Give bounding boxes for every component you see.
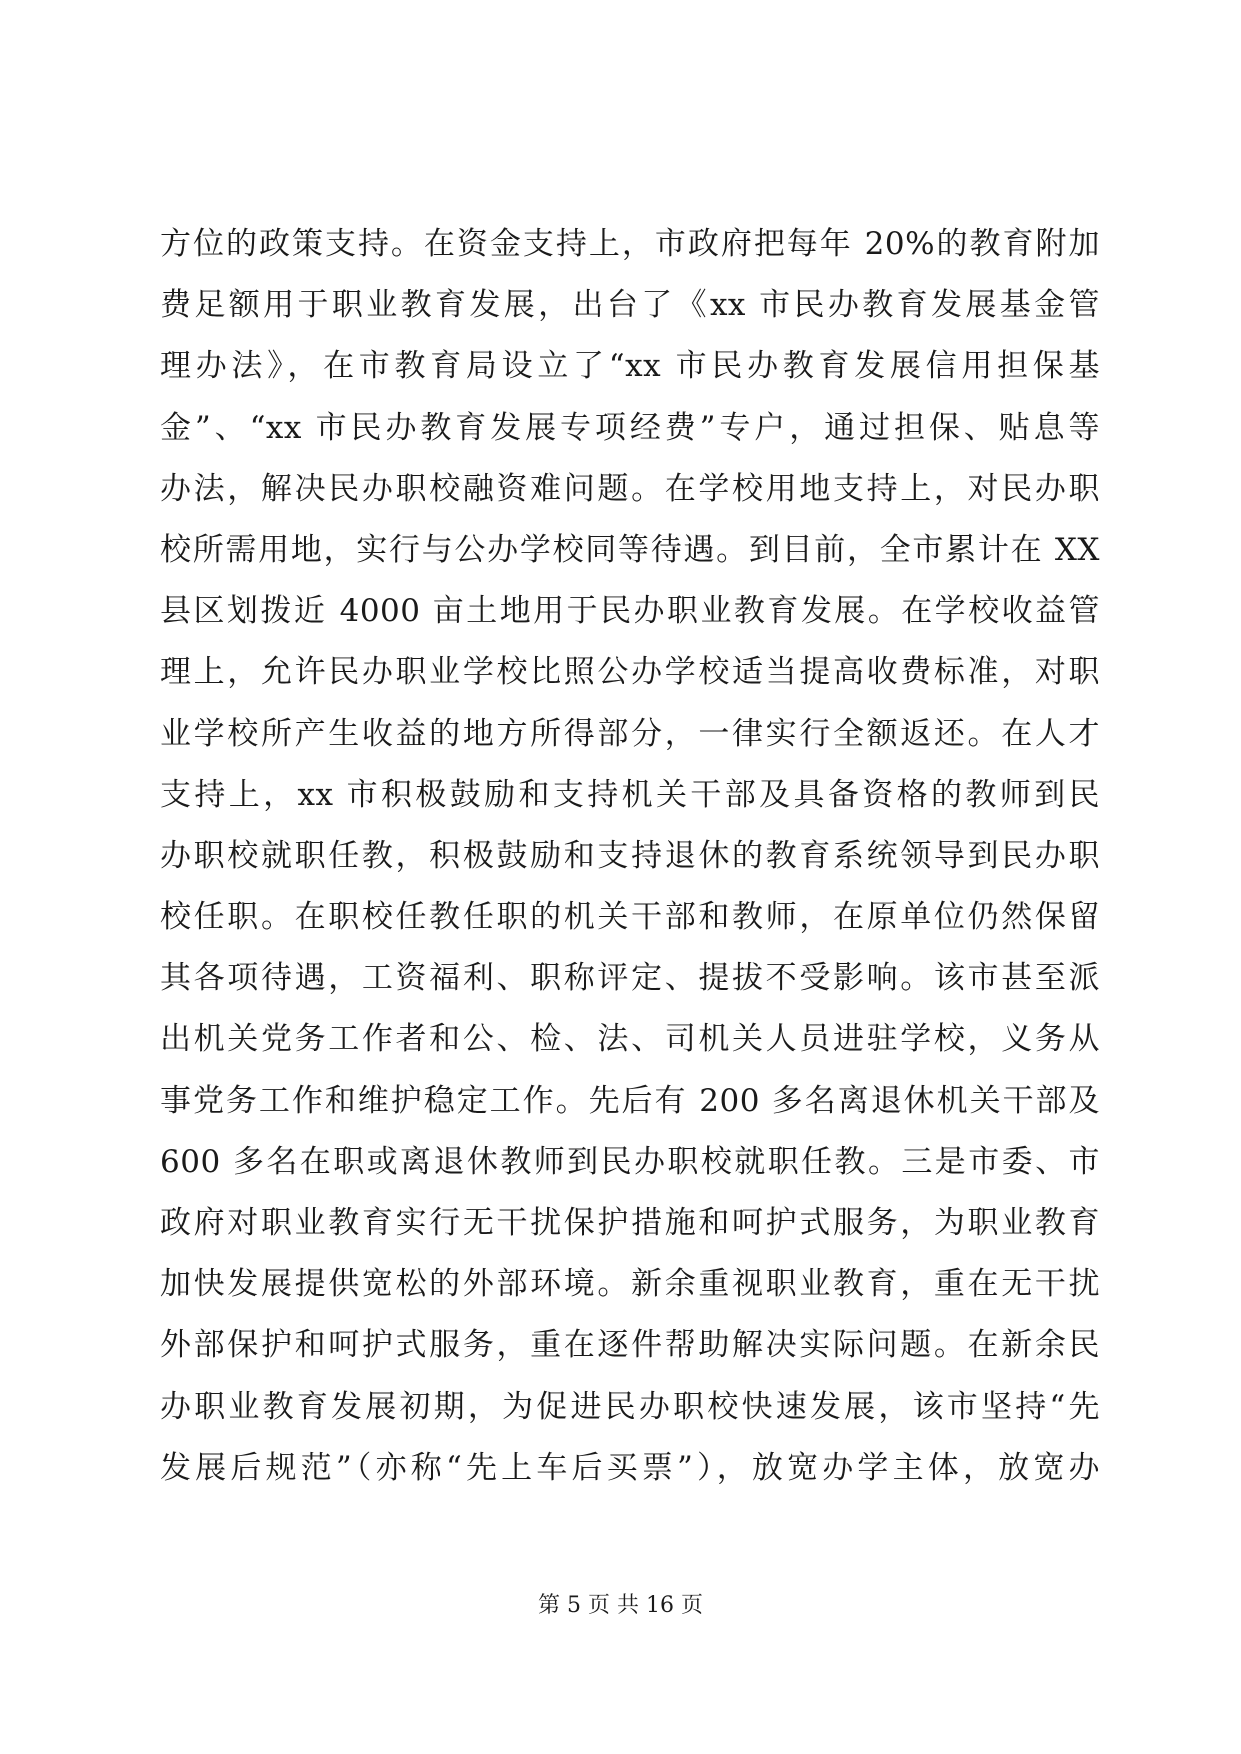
text-line: 办法，解决民办职校融资难问题。在学校用地支持上，对民办职: [160, 470, 1100, 507]
text-line: 政府对职业教育实行无干扰保护措施和呵护式服务，为职业教育: [160, 1205, 1100, 1241]
text-line: 发展后规范”（亦称“先上车后买票”），放宽办学主体，放宽办: [160, 1449, 1100, 1486]
text-line: 事党务工作和维护稳定工作。先后有 200 多名离退休机关干部及: [160, 1082, 1100, 1119]
body-text: [160, 214, 1100, 1499]
text-line: 加快发展提供宽松的外部环境。新余重视职业教育，重在无干扰: [160, 1266, 1100, 1303]
text-line: 理上，允许民办职业学校比照公办学校适当提高收费标准，对职: [160, 654, 1100, 691]
text-line: 支持上，xx 市积极鼓励和支持机关干部及具备资格的教师到民: [160, 776, 1100, 813]
text-line: 办职校就职任教，积极鼓励和支持退休的教育系统领导到民办职: [160, 837, 1100, 874]
text-line: 校所需用地，实行与公办学校同等待遇。到目前，全市累计在 XX: [160, 531, 1100, 568]
text-line: 理办法》，在市教育局设立了“xx 市民办教育发展信用担保基: [160, 348, 1100, 385]
text-line: 方位的政策支持。在资金支持上，市政府把每年 20%的教育附加: [160, 226, 1100, 262]
text-line: 费足额用于职业教育发展，出台了《xx 市民办教育发展基金管: [160, 287, 1100, 324]
text-line: 出机关党务工作者和公、检、法、司机关人员进驻学校，义务从: [160, 1021, 1100, 1058]
text-line: 校任职。在职校任教任职的机关干部和教师，在原单位仍然保留: [160, 899, 1100, 936]
text-line: 600 多名在职或离退休教师到民办职校就职任教。三是市委、市: [160, 1143, 1100, 1180]
text-line: 业学校所产生收益的地方所得部分，一律实行全额返还。在人才: [160, 715, 1100, 752]
text-line: 金”、“xx 市民办教育发展专项经费”专户，通过担保、贴息等: [160, 409, 1100, 446]
text-line: 其各项待遇，工资福利、职称评定、提拔不受影响。该市甚至派: [160, 960, 1100, 997]
text-line: 办职业教育发展初期，为促进民办职校快速发展，该市坚持“先: [160, 1388, 1100, 1425]
text-line: 外部保护和呵护式服务，重在逐件帮助解决实际问题。在新余民: [160, 1327, 1100, 1364]
text-line: 县区划拨近 4000 亩土地用于民办职业教育发展。在学校收益管: [160, 593, 1100, 630]
page-footer: 第 5 页 共 16 页: [538, 1593, 703, 1618]
